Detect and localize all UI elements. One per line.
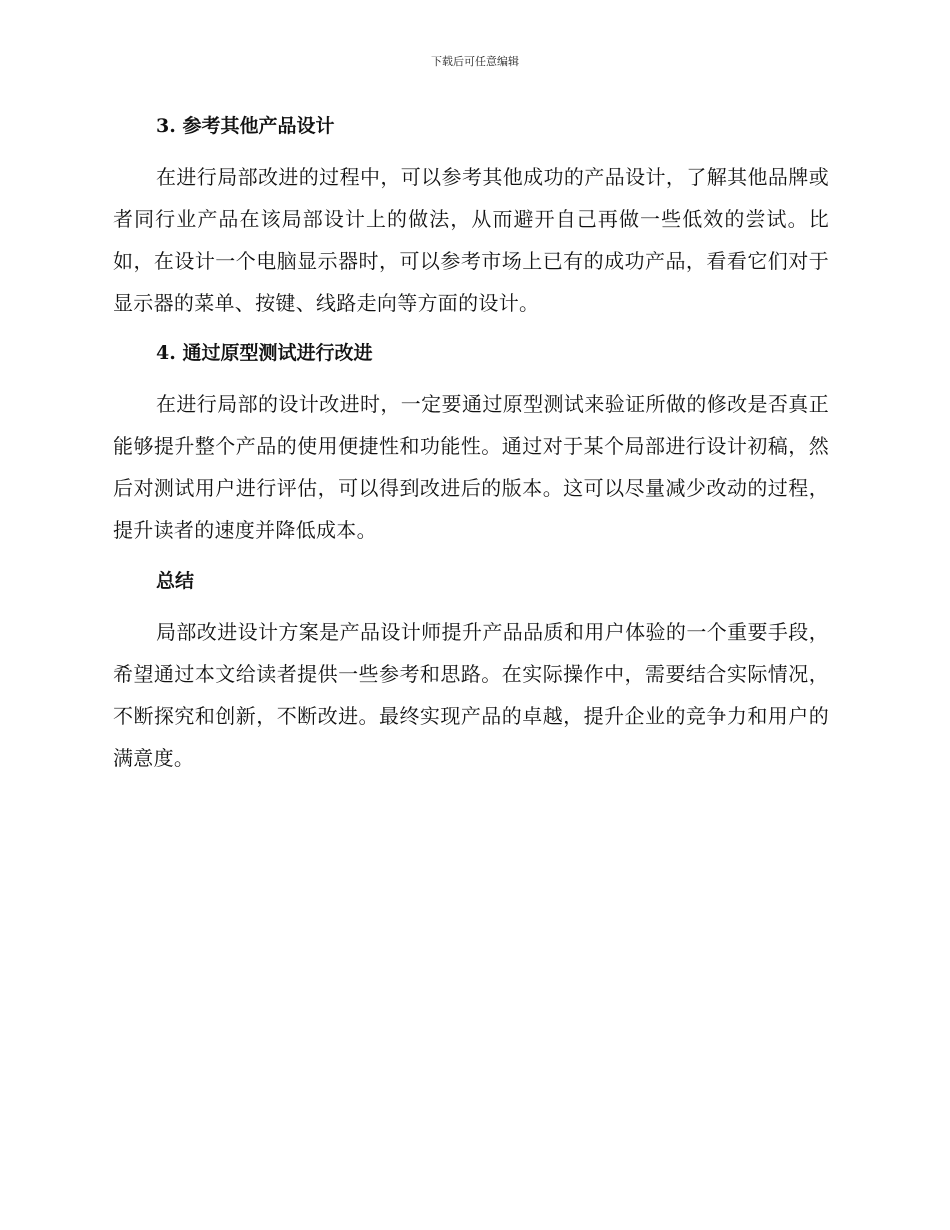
page-header: 下载后可任意编辑	[431, 55, 519, 68]
section-heading-summary: 总结	[156, 570, 195, 592]
document-body	[113, 110, 829, 779]
section-paragraph-prototype-testing: 在进行局部的设计改进时，一定要通过原型测试来验证所做的修改是否真正能够提升整个产品的使用便捷性和功能性。通过对于某个局部进行设计初稿，然后对测试用户进行评估，可以得到改进后的版本。这可以尽量减少改动的过程，提升读者的速度并降低成本。	[113, 392, 829, 542]
section-heading-reference-design: 3. 参考其他产品设计	[156, 115, 335, 137]
section-paragraph-summary: 局部改进设计方案是产品设计师提升产品品质和用户体验的一个重要手段，希望通过本文给读者提供一些参考和思路。在实际操作中，需要结合实际情况，不断探究和创新，不断改进。最终实现产品的卓越，提升企业的竞争力和用户的满意度。	[113, 620, 829, 770]
section-heading-prototype-testing: 4. 通过原型测试进行改进	[156, 342, 373, 364]
section-paragraph-reference-design: 在进行局部改进的过程中，可以参考其他成功的产品设计，了解其他品牌或者同行业产品在该局部设计上的做法，从而避开自己再做一些低效的尝试。比如，在设计一个电脑显示器时，可以参考市场上已有的成功产品，看看它们对于显示器的菜单、按键、线路走向等方面的设计。	[113, 165, 829, 315]
